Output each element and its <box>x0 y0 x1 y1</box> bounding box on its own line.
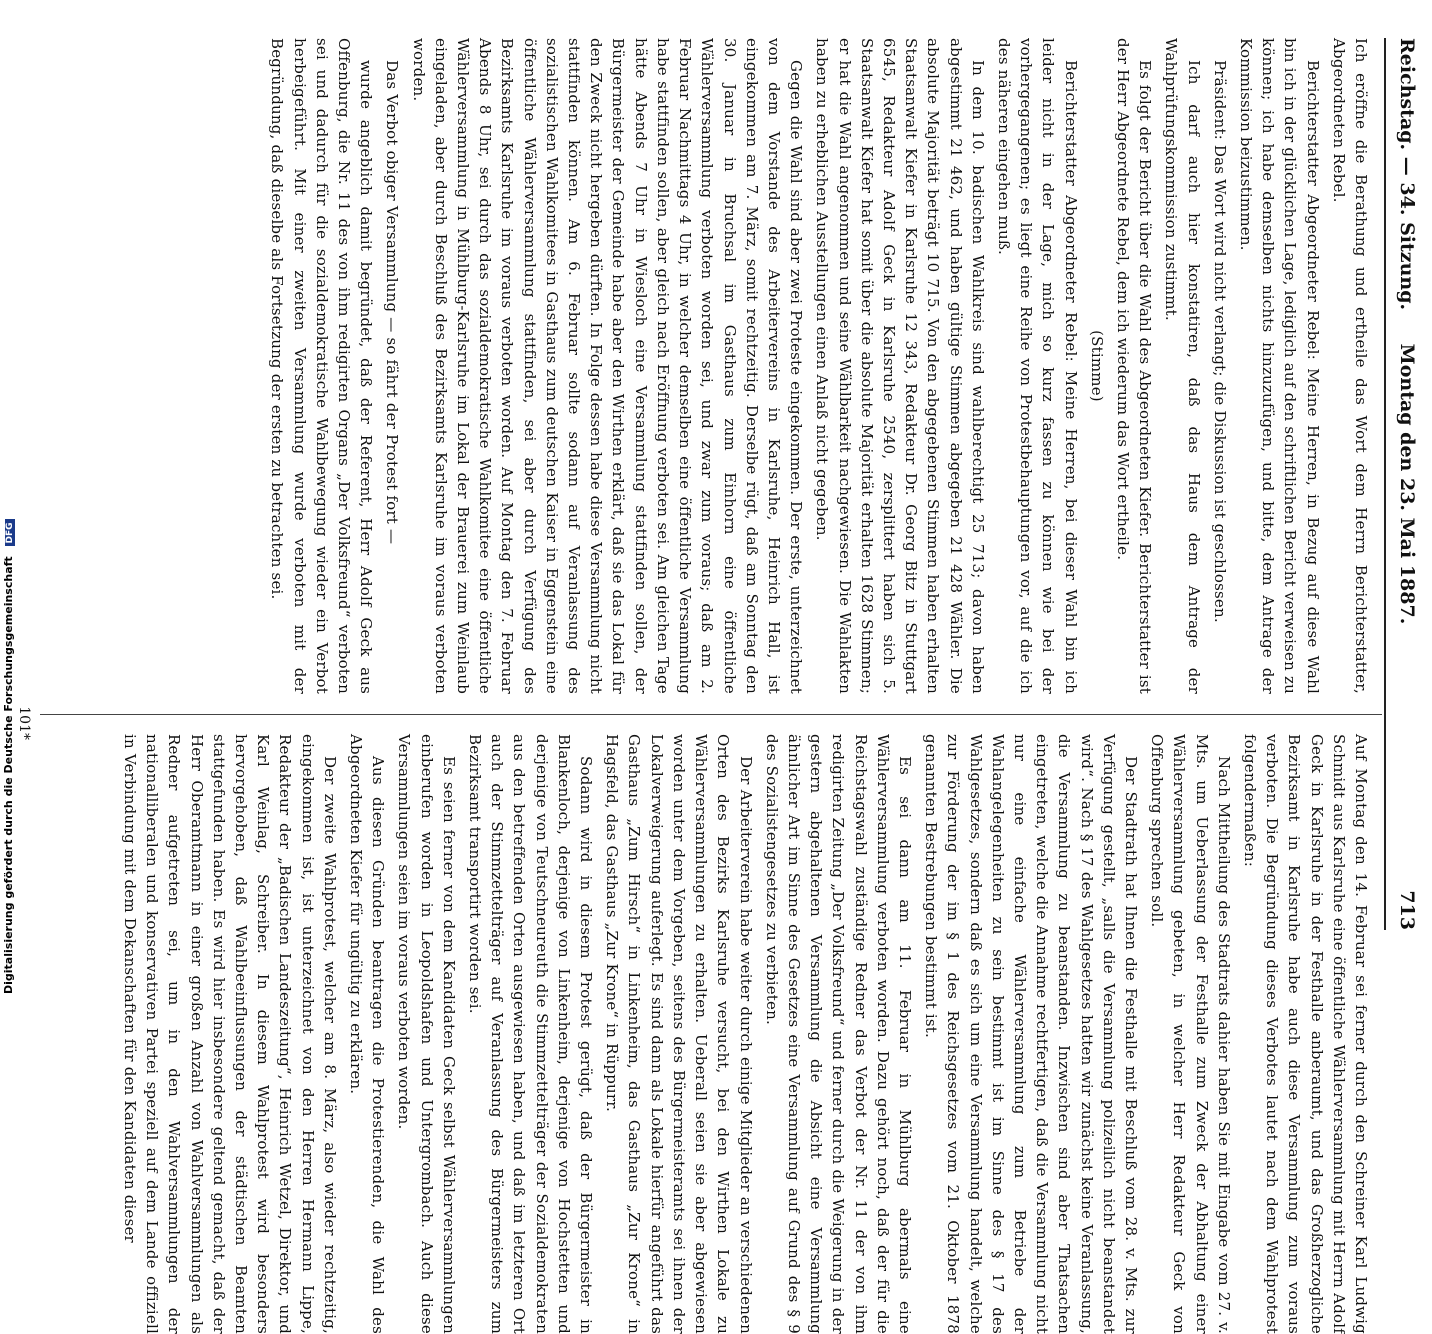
dfg-logo: DFG <box>5 519 15 546</box>
left-column <box>262 38 1372 694</box>
funding-note <box>2 519 15 994</box>
paragraph: In dem 10. badischen Wahlkreis sind wahlberechtigt 25 713; davon haben abgestimmt 21 462, und haben gültige Stimmen abgegeben 21 428 Wähler. Die absolute Majorität beträgt 10 715. Von den abgegebenen Stimmen haben erhalten Staatsanwalt Kiefer in Karlsruhe 12 343, Redakteur Dr. Georg Bitz in Stuttgart 6545, Redakteur Adolf Geck in Karlsruhe 2540, zersplittert haben sich 5. Staatsanwalt Kiefer hat somit über die absolute Majorität erhalten 1628 Stimmen; er hat die Wahl angenommen und seine Wählbarkeit nachgewiesen. Die Wahlakten haben zu erheblichen Ausstellungen einen Anlaß nicht gegeben. <box>813 38 987 694</box>
page-number: 713 <box>1396 890 1418 930</box>
header-date: Montag den 23. Mai 1887. <box>1396 343 1418 625</box>
paragraph: Auf Montag den 14. Februar sei ferner durch den Schreiner Karl Ludwig Schmidt aus Karlsruhe eine öffentliche Wählerversammlung mit Herrn Adolf Geck in Karlsruhe in der Festhalle anberaumt, und das Großherzogliche Bezirksamt in Karlsruhe habe auch diese Versammlung zum voraus verboten. Die Begründung dieses Verbotes lautet nach dem Wahlprotest folgendermaßen: <box>1240 734 1370 1334</box>
paragraph: Es sei dann am 11. Februar in Mühlburg abermals eine Wählerversammlung verboten worden. Dazu gehört noch, daß der für die Reichstagswahl zuständige Redner das Verbot der Nr. 11 der von ihm redigirten Zeitung „Der Volksfreund“ und ferner durch die Weigerung in der gestern abgehaltenen Versammlung die Absicht eine Versammlung ähnlicher Art im Sinne des Gesetzes eine Versammlung auf Grund des § 9 des Sozialistengesetzes zu verbieten. <box>762 734 914 1334</box>
right-column <box>115 734 1372 1334</box>
paragraph: Berichterstatter Abgeordneter Rebel: Meine Herren, in Bezug auf diese Wahl bin ich in der glücklichen Lage, lediglich auf den schriftlichen Bericht verweisen zu können; ich habe demselben nichts hinzuzufügen, und bitte, dem Antrage der Kommission beizustimmen. <box>1236 38 1322 694</box>
paragraph: Ich darf auch hier konstatiren, daß das Haus dem Antrage der Wahlprüfungskommission zustimmt. <box>1162 38 1203 694</box>
running-header <box>1388 38 1418 930</box>
paragraph: Der Stadtrath hat Ihnen die Festhalle mit Beschluß vom 28. v. Mts. zur Verfügung gestellt, „salls die Versammlung polizeilich nicht beanstandet wird“. Nach § 17 des Wahlgesetzes hatten wir zunächst keine Veranlassung, die Versammlung zu beanstanden. Inzwischen sind aber Thatsachen eingetreten, welche die Annahme rechtfertigen, daß die Versammlung nicht nur eine einfache Wählerversammlung zum Betriebe der Wahlangelegenheiten zu sein bestimmt ist im Sinne des § 17 des Wahlgesetzes, sondern daß es sich um eine Versammlung handelt, welche zur Förderung der im § 1 des Reichsgesetzes vom 21. Oktober 1878 genannten Bestrebungen bestimmt ist. <box>922 734 1140 1334</box>
paragraph: Das Verbot obiger Versammlung — so fährt der Protest fort — <box>383 60 402 545</box>
paragraph: Gegen die Wahl sind aber zwei Proteste eingekommen. Der erste, unterzeichnet von dem Vorstande des Arbeitervereins in Karlsruhe, Heinrich Hall, ist eingekommen am 7. März, somit rechtzeitig. Derselbe rügt, daß am Sonntag den 30. Januar in Bruchsal im Gasthaus zum Einhorn eine öffentliche Wählerversammlung verboten worden sei, und zwar zum voraus; daß am 2. Februar Nachmittags 4 Uhr, in welcher demselben eine öffentliche Versammlung habe stattfinden sollen, aber gleich nach Eröffnung verboten sei. Am gleichen Tage hätte Abends 7 Uhr in Wiesloch eine Versammlung stattfinden sollen, der Bürgermeister der Gemeinde habe aber den Wirthen erklärt, daß sie das Lokal für den Zweck nicht hergeben dürften. In Folge dessen habe diese Versammlung nicht stattfinden können. Am 6. Februar sollte sodann auf Veranlassung des sozialistischen Wahlkomitees in Gasthaus zum deutschen Kaiser in Eggenstein eine öffentliche Wählerversammlung stattfinden, sei aber durch Verfügung des Bezirksamts Karlsruhe im voraus verboten worden. Auf Montag den 7. Februar Abends 8 Uhr, sei durch das sozialdemokratische Wahlkomitee eine öffentliche Wählerversammlung in Mühlburg-Karlsruhe im Lokal der Brauerei zum Weinlaub eingeladen, aber durch Beschluß des Bezirksamts Karlsruhe im voraus verboten worden. <box>409 38 806 694</box>
header-session: Reichstag. — 34. Sitzung. <box>1396 38 1418 311</box>
paragraph: Präsident: Das Wort wird nicht verlangt; die Diskussion ist geschlossen. <box>1210 60 1229 623</box>
paragraph: Aus diesen Gründen beantragen die Protestierenden, die Wahl des Abgeordneten Kiefer für ungültig zu erklären. <box>347 734 388 1334</box>
paragraph: Der zweite Wahlprotest, welcher am 8. März, also wieder rechtzeitig, eingekommen ist, ist unterzeichnet von den Herren Hermann Lippe, Redakteur der „Badischen Landeszeitung“, Heinrich Wetzel, Direktor, und Karl Weinlag, Schreiber. In diesem Wahlprotest wird besonders hervorgehoben, daß Wahlbeeinflussungen der städtischen Beamten stattgefunden haben. Es wird hier insbesondere geltend gemacht, daß der Herr Oberamtmann in einer großen Anzahl von Wahlversammlungen als Redner aufgetreten sei, um in den Wahlversammlungen der nationalliberalen und konservativen Partei speziell auf dem Lande offiziell in Verbindung mit dem Dekanschaften für den Kandidaten dieser <box>121 734 339 1334</box>
sheet-signature: 101* <box>16 706 32 740</box>
paragraph: Nach Mittheilung des Stadtrats dahier haben Sie mit Eingabe vom 27. v. Mts. um Ueberlassung der Festhalle zum Zweck der Abhaltung einer Wählerversammlung gebeten, in welcher Herr Redakteur Geck von Offenburg sprechen soll. <box>1148 734 1233 1334</box>
paragraph: Der Arbeiterverein habe weiter durch einige Mitglieder an verschiedenen Orten des Bezirks Karlsruhe versucht, bei den Wirthen Lokale zu Wählerversammlungen zu erhalten. Ueberall seien sie aber abgewiesen worden unter dem Vorgeben, seitens des Bürgermeisteramts sei ihnen der Lokalverweigerung auferlegt. Es sind dann als Lokale hierfür angeführt das Gasthaus „Zum Hirsch“ in Linkenheim, das Gasthaus „Zur Krone“ in Hagsfeld, das Gasthaus „Zur Krone“ in Rüppurr. <box>603 734 755 1334</box>
paragraph: Es folgt der Bericht über die Wahl des Abgeordneten Kiefer. Berichterstatter ist der Herr Abgeordnete Rebel, dem ich wiederum das Wort ertheile. <box>1113 38 1155 694</box>
paragraph-remark: (Stimme) <box>1087 330 1106 402</box>
funding-text: Digitalisierung gefördert durch die Deutsche Forschungsgemeinschaft <box>2 556 15 994</box>
column-divider <box>40 714 1382 715</box>
paragraph: Berichterstatter Abgeordneter Rebel: Meine Herren, bei dieser Wahl bin ich leider nicht in der Lage, mich so kurz fassen zu können wie bei der vorhergegangenen; es liegt eine Reihe von Protestbehauptungen vor, auf die ich des näheren eingehen muß. <box>994 38 1080 694</box>
paragraph: Es seien ferner von dem Kandidaten Geck selbst Wählerversammlungen einberufen worden in Leopoldshafen und Untergrombach. Auch diese Versammlungen seien im voraus verboten worden. <box>395 734 458 1334</box>
paragraph: Sodann wird in diesem Protest gerügt, daß der Bürgermeister in Blankenloch, derjenige von Linkenheim, derjenige von Hochstetten und derjenige von Teutschneureuth die Stimmzettelträger der Sozialdemokraten aus den betreffenden Orten ausgewiesen haben, und daß im letzteren Ort auch der Stimmzettelträger auf Veranlassung des Bürgermeisters zum Bezirksamt transportirt worden sei. <box>466 734 596 1334</box>
paragraph: Ich eröffne die Berathung und ertheile das Wort dem Herrn Berichterstatter, Abgeordneten Rebel. <box>1329 38 1370 694</box>
paragraph: wurde angeblich damit begründet, daß der Referent, Herr Adolf Geck aus Offenburg, die Nr. 11 des von ihm redigirten Organs „Der Volksfreund“ verboten sei und dadurch für die sozialdemokratische Wahlbewegung wieder ein Verbot herbeigeführt. Mit einer zweiten Versammlung wurde verboten mit der Begründung, daß dieselbe als Fortsetzung der ersten zu betrachten sei. <box>268 38 376 694</box>
header-rule <box>1384 38 1386 930</box>
